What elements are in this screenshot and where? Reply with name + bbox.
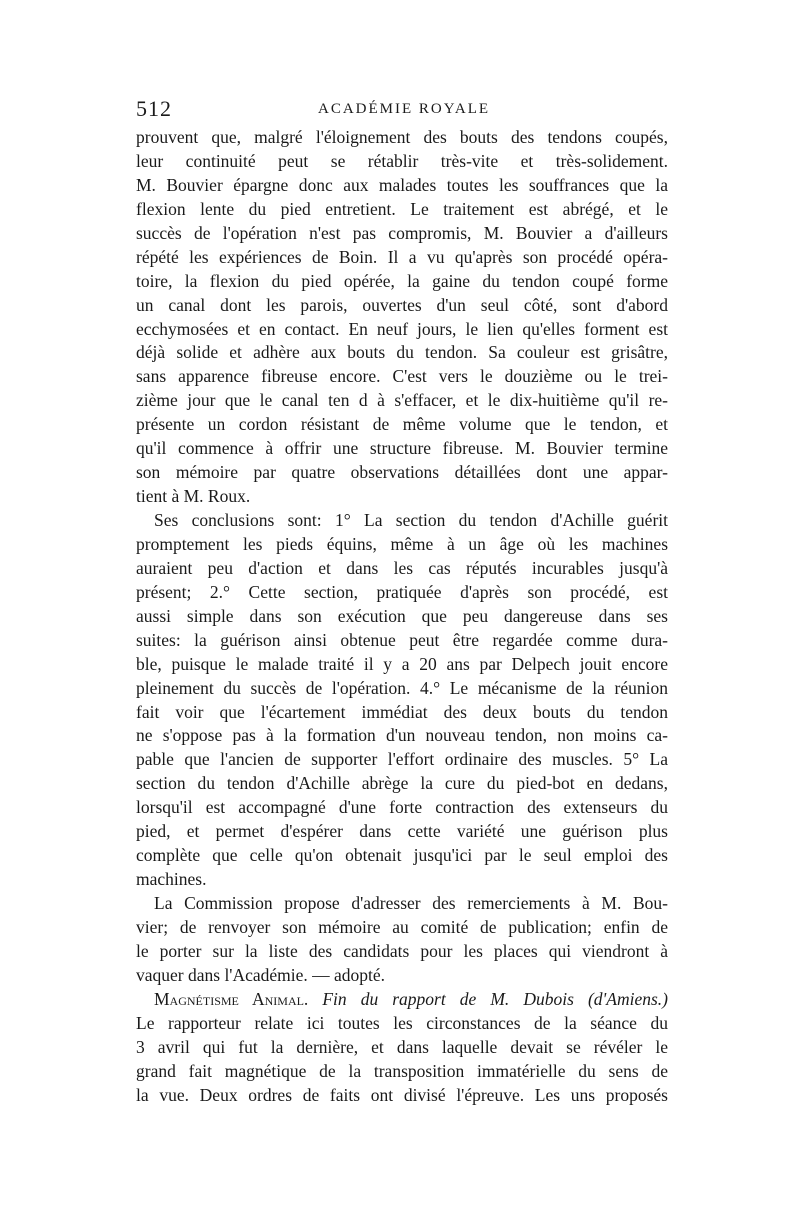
text-line: pleinement du succès de l'opération. 4.° Le mécanisme de la réunion (136, 677, 668, 698)
text-line: zième jour que le canal ten d à s'effacer, et le dix-huitième qu'il re- (136, 390, 668, 411)
text-line: vaquer dans l'Académie. — adopté. (136, 964, 386, 985)
section-heading: Magnétisme Animal. (154, 988, 309, 1009)
text-line: fait voir que l'écartement immédiat des deux bouts du tendon (136, 701, 668, 722)
text-line: un canal dont les parois, ouvertes d'un seul côté, sont d'abord (136, 294, 668, 315)
text-line: flexion lente du pied entretient. Le traitement est abrégé, et le (136, 198, 668, 219)
text-line: tient à M. Roux. (136, 486, 251, 507)
running-title: ACADÉMIE ROYALE (318, 101, 491, 117)
text-line: toire, la flexion du pied opérée, la gaine du tendon coupé forme (136, 270, 668, 291)
text-line: présente un cordon résistant de même volume que le tendon, et (136, 414, 668, 435)
page-header (136, 96, 668, 120)
text-line: déjà solide et adhère aux bouts du tendon. Sa couleur est grisâtre, (136, 342, 668, 363)
text-line: 3 avril qui fut la dernière, et dans laquelle devait se révéler le (136, 1036, 668, 1057)
text-line: lorsqu'il est accompagné d'une forte contraction des extenseurs du (136, 797, 668, 818)
text-line: sans apparence fibreuse encore. C'est vers le douzième ou le trei- (136, 366, 668, 387)
text-line: vier; de renvoyer son mémoire au comité de publication; enfin de (136, 916, 668, 937)
text-line: répété les expériences de Boin. Il a vu qu'après son procédé opéra- (136, 246, 668, 267)
text-line: aussi simple dans son exécution que peu dangereuse dans ses (136, 605, 668, 626)
text-line: complète que celle qu'on obtenait jusqu'ici par le seul emploi des (136, 845, 668, 866)
text-line: le porter sur la liste des candidats pour les places qui viendront à (136, 940, 668, 961)
text-line: pied, et permet d'espérer dans cette variété une guérison plus (136, 821, 668, 842)
text-line: ble, puisque le malade traité il y a 20 ans par Delpech jouit encore (136, 653, 668, 674)
text-line: ecchymosées et en contact. En neuf jours, le lien qu'elles forment est (136, 318, 668, 339)
book-page (136, 96, 668, 1105)
page-number: 512 (136, 96, 172, 121)
text-line: Le rapporteur relate ici toutes les circonstances de la séance du (136, 1012, 668, 1033)
text-line: La Commission propose d'adresser des remerciements à M. Bou- (154, 893, 668, 913)
text-line: qu'il commence à offrir une structure fibreuse. M. Bouvier termine (136, 438, 668, 459)
author-name: Dubois (523, 988, 574, 1009)
body-text (136, 126, 668, 1107)
section-subtitle: Fin du rapport de M. (308, 988, 524, 1009)
text-line: machines. (136, 869, 207, 890)
text-line: ne s'oppose pas à la formation d'un nouveau tendon, non moins ca- (136, 725, 668, 746)
text-line: grand fait magnétique de la transposition immatérielle du sens de (136, 1060, 668, 1081)
section-heading-line (136, 988, 668, 1012)
text-line: pable que l'ancien de supporter l'effort ordinaire des muscles. 5° La (136, 749, 668, 770)
text-line: Ses conclusions sont: 1° La section du tendon d'Achille guérit (154, 510, 668, 530)
author-place: (d'Amiens.) (573, 988, 668, 1009)
text-line: prouvent que, malgré l'éloignement des bouts des tendons coupés, (136, 127, 668, 147)
text-line: section du tendon d'Achille abrège la cure du pied-bot en dedans, (136, 773, 668, 794)
text-line: suites: la guérison ainsi obtenue peut être regardée comme dura- (136, 629, 668, 650)
text-line: promptement les pieds équins, même à un âge où les machines (136, 533, 668, 554)
text-line: leur continuité peut se rétablir très-vite et très-solidement. (136, 150, 668, 171)
text-line: M. Bouvier épargne donc aux malades toutes les souffrances que la (136, 174, 668, 195)
text-line: auraient peu d'action et dans les cas réputés incurables jusqu'à (136, 557, 668, 578)
text-line: succès de l'opération n'est pas compromis, M. Bouvier a d'ailleurs (136, 222, 668, 243)
text-line: présent; 2.° Cette section, pratiquée d'après son procédé, est (136, 581, 668, 602)
text-line: la vue. Deux ordres de faits ont divisé l'épreuve. Les uns proposés (136, 1084, 668, 1105)
text-line: son mémoire par quatre observations détaillées dont une appar- (136, 462, 668, 483)
